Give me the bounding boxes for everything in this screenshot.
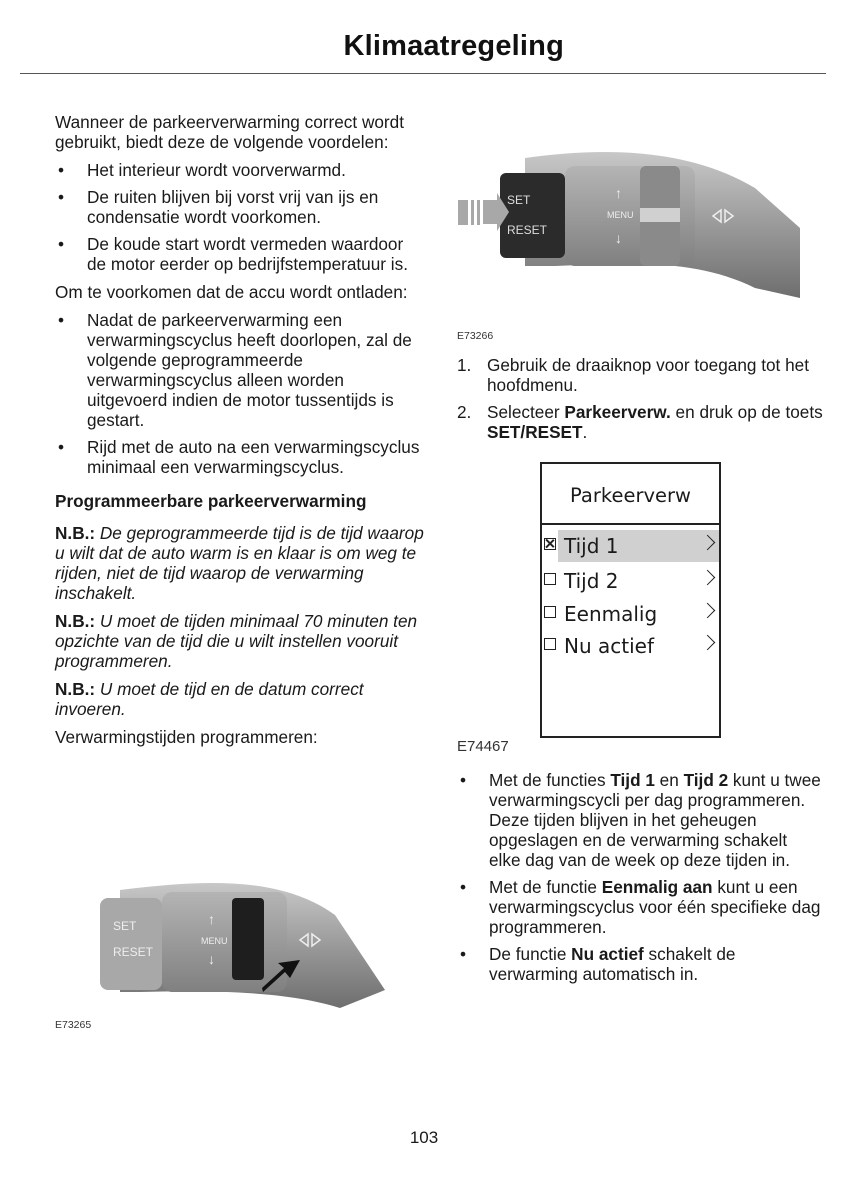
menu-item-tijd2[interactable] bbox=[542, 565, 719, 597]
stalk-thumbwheel-illustration bbox=[100, 880, 390, 1015]
battery-list bbox=[55, 310, 425, 477]
list-item: • Nadat de parkeerverwarming een verwarmingscyclus heeft doorlopen, zal de volgende geprogrammeerde verwarmingscyclus alleen worden uitgevoerd indien de motor tussentijds is gestart. bbox=[58, 310, 412, 430]
steps-list bbox=[457, 355, 823, 442]
set-reset-button bbox=[500, 173, 565, 258]
thumbwheel bbox=[232, 898, 264, 980]
list-item-text: kunt u een verwarmingscyclus voor één specifieke dag programmeren. bbox=[489, 877, 821, 937]
page-title: Klimaatregeling bbox=[343, 30, 564, 62]
menu-item-tijd1[interactable] bbox=[558, 530, 719, 562]
functions-list bbox=[457, 770, 823, 984]
step-number: 1. bbox=[457, 355, 472, 375]
list-item: • Met de functies Tijd 1 en Tijd 2 kunt u twee verwarmingscycli per dag programmeren. Deze tijden blijven in het geheugen opgeslagen en de verwarming schakelt elke dag van de week op deze tijden in. bbox=[460, 770, 821, 870]
note-text: U moet de tijd en de datum correct invoeren. bbox=[55, 679, 364, 719]
list-item: • Rijd met de auto na een verwarmingscyclus minimaal een verwarmingscyclus. bbox=[58, 437, 420, 477]
list-item-text: Het interieur wordt voorverwarmd. bbox=[87, 160, 346, 180]
reset-label: RESET bbox=[113, 945, 154, 959]
checked-box-icon bbox=[544, 538, 556, 550]
down-arrow-icon: ↓ bbox=[208, 951, 215, 967]
figure-code: E73265 bbox=[55, 1019, 92, 1031]
figure-code: E73266 bbox=[457, 330, 494, 342]
list-item-text: Rijd met de auto na een verwarmingscyclus minimaal een verwarmingscyclus. bbox=[87, 437, 420, 477]
up-arrow-icon: ↑ bbox=[615, 185, 622, 201]
battery-intro: Om te voorkomen dat de accu wordt ontladen: bbox=[55, 282, 408, 302]
step-bold: SET/RESET bbox=[487, 422, 583, 442]
list-item-text: De koude start wordt vermeden waardoor de motor eerder op bedrijfstemperatuur is. bbox=[87, 234, 408, 274]
menu-divider bbox=[542, 523, 719, 525]
list-item: • De koude start wordt vermeden waardoor de motor eerder op bedrijfstemperatuur is. bbox=[58, 234, 408, 274]
chevron-right-icon bbox=[700, 635, 716, 651]
note bbox=[55, 679, 425, 719]
right-column-functions bbox=[457, 770, 823, 992]
menu-item-eenmalig[interactable] bbox=[542, 598, 719, 630]
step-text: Selecteer bbox=[487, 402, 565, 422]
list-item: • Het interieur wordt voorverwarmd. bbox=[58, 160, 346, 180]
figure-code: E74467 bbox=[457, 738, 509, 755]
menu-item-nu-actief[interactable] bbox=[542, 630, 719, 662]
note-label: N.B.: bbox=[55, 611, 96, 631]
checkbox-icon bbox=[544, 606, 556, 618]
list-item-bold: Tijd 1 bbox=[610, 770, 655, 790]
menu-item-label: Eenmalig bbox=[564, 602, 658, 626]
note bbox=[55, 611, 425, 671]
set-reset-button bbox=[100, 898, 162, 990]
chevron-right-icon bbox=[700, 535, 716, 551]
step-bold: Parkeerverw. bbox=[564, 402, 671, 422]
list-item-bold: Eenmalig aan bbox=[601, 877, 713, 897]
menu-item-label: Nu actief bbox=[564, 634, 654, 658]
list-item-text: schakelt de verwarming automatisch in. bbox=[489, 944, 736, 984]
list-item-text: Nadat de parkeerverwarming een verwarmingscyclus heeft doorlopen, zal de volgende geprogrammeerde verwarmingscyclus alleen worden uitgevoerd indien de motor tussentijds is gestart. bbox=[87, 310, 412, 430]
step-text: en druk op de toets bbox=[670, 402, 823, 422]
set-label: SET bbox=[113, 919, 137, 933]
checkbox-icon bbox=[544, 573, 556, 585]
list-item-text: Met de functie bbox=[489, 877, 602, 897]
list-item-text: kunt u twee verwarmingscycli per dag programmeren. Deze tijden blijven in het geheugen opgeslagen en de verwarming schakelt elke dag van de week op deze tijden in. bbox=[489, 770, 821, 870]
stalk-set-reset-illustration bbox=[455, 148, 800, 303]
note-text: U moet de tijden minimaal 70 minuten ten opzichte van de tijd die u wilt instellen vooruit programmeren. bbox=[55, 611, 418, 671]
section-heading: Programmeerbare parkeerverwarming bbox=[55, 491, 367, 511]
step-number: 2. bbox=[457, 402, 472, 422]
list-item-bold: Nu actief bbox=[571, 944, 644, 964]
page-number: 103 bbox=[409, 1128, 439, 1147]
right-column-steps bbox=[457, 355, 823, 449]
menu-label: MENU bbox=[607, 210, 634, 220]
note-text: De geprogrammeerde tijd is de tijd waarop u wilt dat de auto warm is en klaar is om weg te rijden, niet de tijd waarop de verwarming inschakelt. bbox=[55, 523, 424, 603]
note-label: N.B.: bbox=[55, 523, 96, 543]
down-arrow-icon: ↓ bbox=[615, 230, 622, 246]
list-item-text: en bbox=[654, 770, 684, 790]
note-label: N.B.: bbox=[55, 679, 96, 699]
title-divider bbox=[20, 73, 826, 74]
note bbox=[55, 523, 425, 603]
menu-item-label: Tijd 1 bbox=[564, 534, 619, 558]
step-text: Gebruik de draaiknop voor toegang tot het hoofdmenu. bbox=[487, 355, 810, 395]
set-label: SET bbox=[507, 193, 531, 207]
chevron-right-icon bbox=[700, 603, 716, 619]
list-item-text: De ruiten blijven bij vorst vrij van ijs en condensatie wordt voorkomen. bbox=[87, 187, 379, 227]
step-item bbox=[457, 402, 823, 442]
checkbox-icon bbox=[544, 638, 556, 650]
step-text: . bbox=[582, 422, 588, 442]
display-menu bbox=[540, 462, 721, 738]
list-item-bold: Tijd 2 bbox=[683, 770, 729, 790]
menu-label: MENU bbox=[201, 936, 228, 946]
reset-label: RESET bbox=[507, 223, 548, 237]
benefits-list bbox=[55, 160, 425, 274]
list-item-text: De functie bbox=[489, 944, 572, 964]
left-column bbox=[55, 112, 425, 755]
menu-title: Parkeerverw bbox=[570, 484, 691, 507]
program-label: Verwarmingstijden programmeren: bbox=[55, 727, 318, 747]
list-item-text: Met de functies bbox=[489, 770, 611, 790]
list-item: • De ruiten blijven bij vorst vrij van ijs en condensatie wordt voorkomen. bbox=[58, 187, 379, 227]
intro-paragraph: Wanneer de parkeerverwarming correct wordt gebruikt, biedt deze de volgende voordelen: bbox=[55, 112, 404, 152]
up-arrow-icon: ↑ bbox=[208, 911, 215, 927]
chevron-right-icon bbox=[700, 570, 716, 586]
menu-item-label: Tijd 2 bbox=[564, 569, 619, 593]
list-item: • Met de functie Eenmalig aan kunt u een verwarmingscyclus voor één specifieke dag programmeren. bbox=[460, 877, 821, 937]
list-item: • De functie Nu actief schakelt de verwarming automatisch in. bbox=[460, 944, 736, 984]
step-item bbox=[457, 355, 823, 395]
